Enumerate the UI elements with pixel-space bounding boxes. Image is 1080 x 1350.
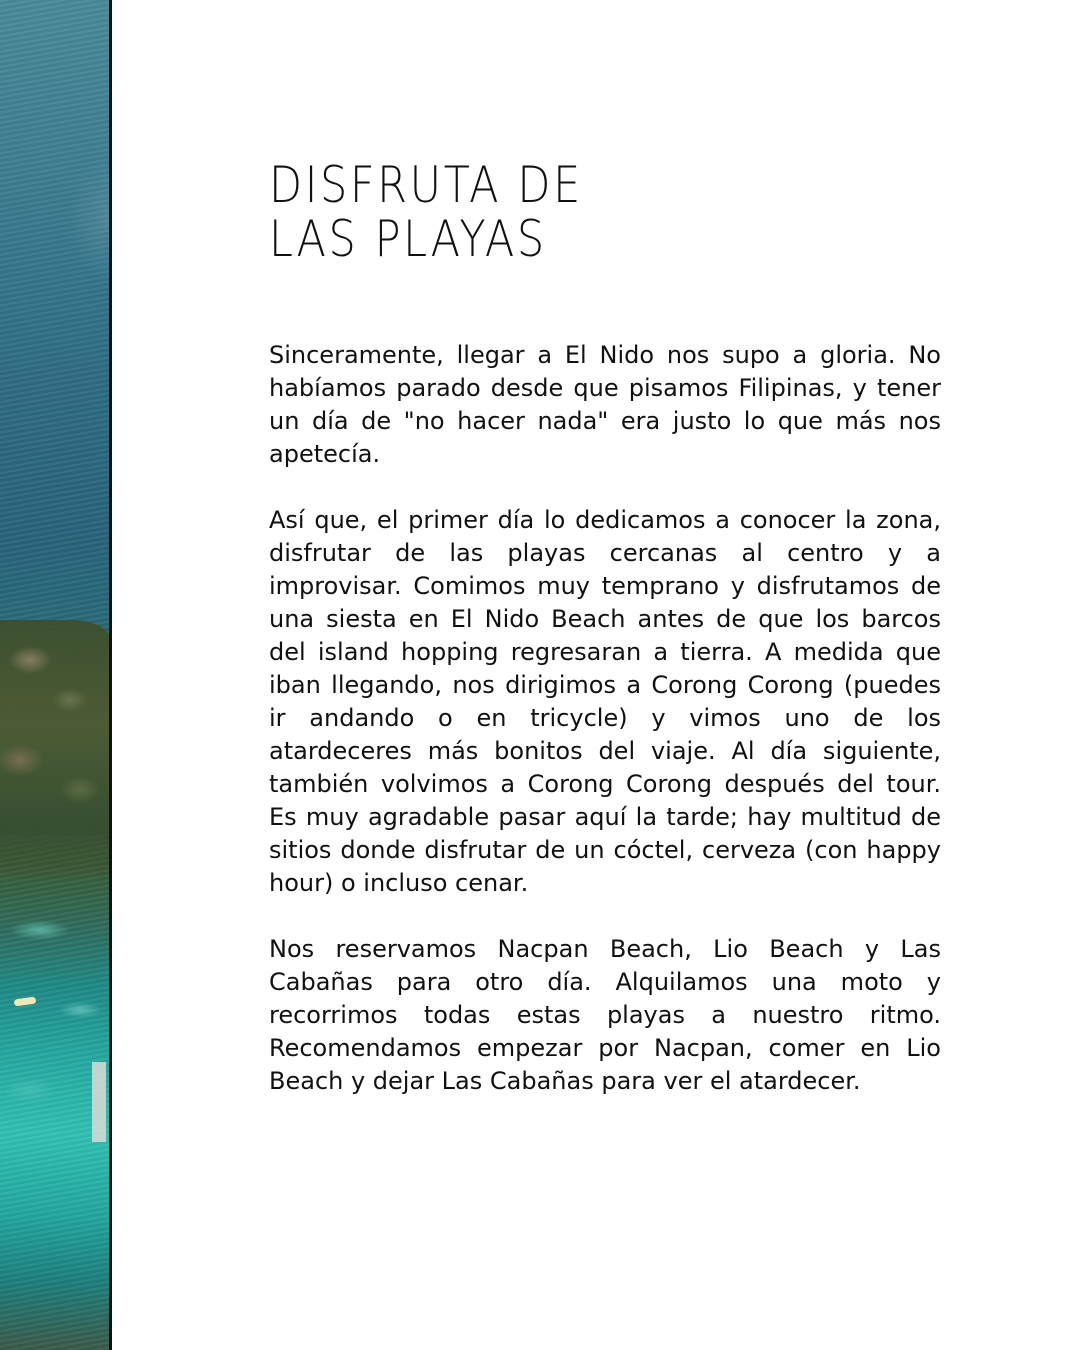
photo-pier — [92, 1062, 106, 1142]
article-body — [269, 339, 941, 1131]
page-title-line-1: DISFRUTA DE — [269, 156, 583, 214]
aerial-coast-photo — [0, 0, 109, 1350]
photo-island — [0, 620, 109, 880]
photo-divider-line — [109, 0, 112, 1350]
paragraph-2: Así que, el primer día lo dedicamos a conocer la zona, disfrutar de las playas cercanas al centro y a improvisar. Comimos muy temprano y disfrutamos de una siesta en El Nido Beach antes de que los barcos del island hopping regresaran a tierra. A medida que iban llegando, nos dirigimos a Corong Corong (puedes ir andando o en tricycle) y vimos uno de los atardeceres más bonitos del viaje. Al día siguiente, también volvimos a Corong Corong después del tour. Es muy agradable pasar aquí la tarde; hay multitud de sitios donde disfrutar de un cóctel, cerveza (con happy hour) o incluso cenar. — [269, 506, 941, 897]
page-title — [269, 158, 871, 266]
paragraph-3: Nos reservamos Nacpan Beach, Lio Beach y Las Cabañas para otro día. Alquilamos una moto y recorrimos todas estas playas a nuestro ritmo. Recomendamos empezar por Nacpan, comer en Lio Beach y dejar Las Cabañas para ver el atardecer. — [269, 935, 941, 1095]
paragraph-1: Sinceramente, llegar a El Nido nos supo a gloria. No habíamos parado desde que pisamos Filipinas, y tener un día de "no hacer nada" era justo lo que más nos apetecía. — [269, 341, 941, 468]
page-title-line-2: LAS PLAYAS — [269, 210, 547, 268]
